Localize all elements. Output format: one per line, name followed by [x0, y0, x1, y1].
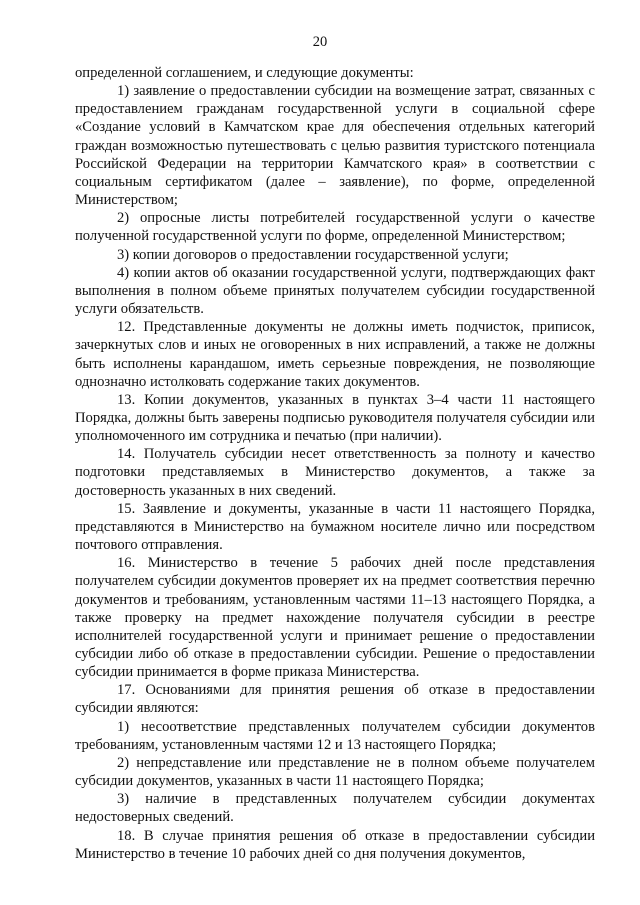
paragraph: 18. В случае принятия решения об отказе в предоставлении субсидии Министерство в течение 10 рабочих дней со дня получения документов,: [75, 827, 595, 862]
paragraph: 14. Получатель субсидии несет ответственность за полноту и качество подготовки представляемых в Министерство документов, а также за достоверность указанных в них сведений.: [75, 446, 595, 499]
paragraph: 13. Копии документов, указанных в пунктах 3–4 части 11 настоящего Порядка, должны быть заверены подписью руководителя получателя субсидии или уполномоченного им сотрудника и печатью (при наличии).: [75, 391, 595, 445]
paragraph: 12. Представленные документы не должны иметь подчисток, приписок, зачеркнутых слов и иных не оговоренных в них исправлений, а также не должны быть исполнены карандашом, иметь серьезные повреждения, не позволяющие однозначно истолковать содержание таких документов.: [75, 319, 595, 390]
paragraph: 2) опросные листы потребителей государственной услуги о качестве полученной государственной услуги по форме, определенной Министерством;: [75, 210, 595, 245]
paragraph: 1) несоответствие представленных получателем субсидии документов требованиям, установленным частями 12 и 13 настоящего Порядка;: [75, 718, 595, 753]
paragraph: 2) непредставление или представление не в полном объеме получателем субсидии документов, указанных в части 11 настоящего Порядка;: [75, 754, 595, 790]
paragraph: 3) наличие в представленных получателем субсидии документах недостоверных сведений.: [75, 791, 595, 826]
paragraph: 1) заявление о предоставлении субсидии на возмещение затрат, связанных с предоставлением гражданам государственной услуги в социальной сфере «Создание условий в Камчатском крае для обеспечения отдельных категорий граждан возможностью путешествовать с целью развития туристского потенциала Российской Федерации на территории Камчатского края» в соответствии с социальным сертификатом (далее – заявление), по форме, определенной Министерством;: [75, 83, 595, 209]
paragraph: 4) копии актов об оказании государственной услуги, подтверждающих факт выполнения в полном объеме принятых получателем субсидии государственной услуги обязательств.: [75, 264, 595, 318]
paragraph: 17. Основаниями для принятия решения об отказе в предоставлении субсидии являются:: [75, 682, 595, 717]
paragraph: 3) копии договоров о предоставлении государственной услуги;: [117, 246, 509, 263]
paragraph: определенной соглашением, и следующие документы:: [75, 65, 414, 81]
page-number: 20: [312, 34, 328, 50]
paragraph: 16. Министерство в течение 5 рабочих дней после представления получателем субсидии документов проверяет их на предмет соответствия перечню документов и требованиям, установленным частями 11–13 настоящего Порядка, а также проверку на предмет нахождение получателя субсидии в реестре исполнителей государственной услуги и принимает решение о предоставлении субсидии либо об отказе в предоставлении субсидии. Решение о предоставлении субсидии принимается в форме приказа Министерства.: [75, 555, 595, 681]
paragraph: 15. Заявление и документы, указанные в части 11 настоящего Порядка, представляются в Министерство на бумажном носителе лично или посредством почтового отправления.: [75, 500, 595, 554]
document-body: [75, 64, 595, 863]
